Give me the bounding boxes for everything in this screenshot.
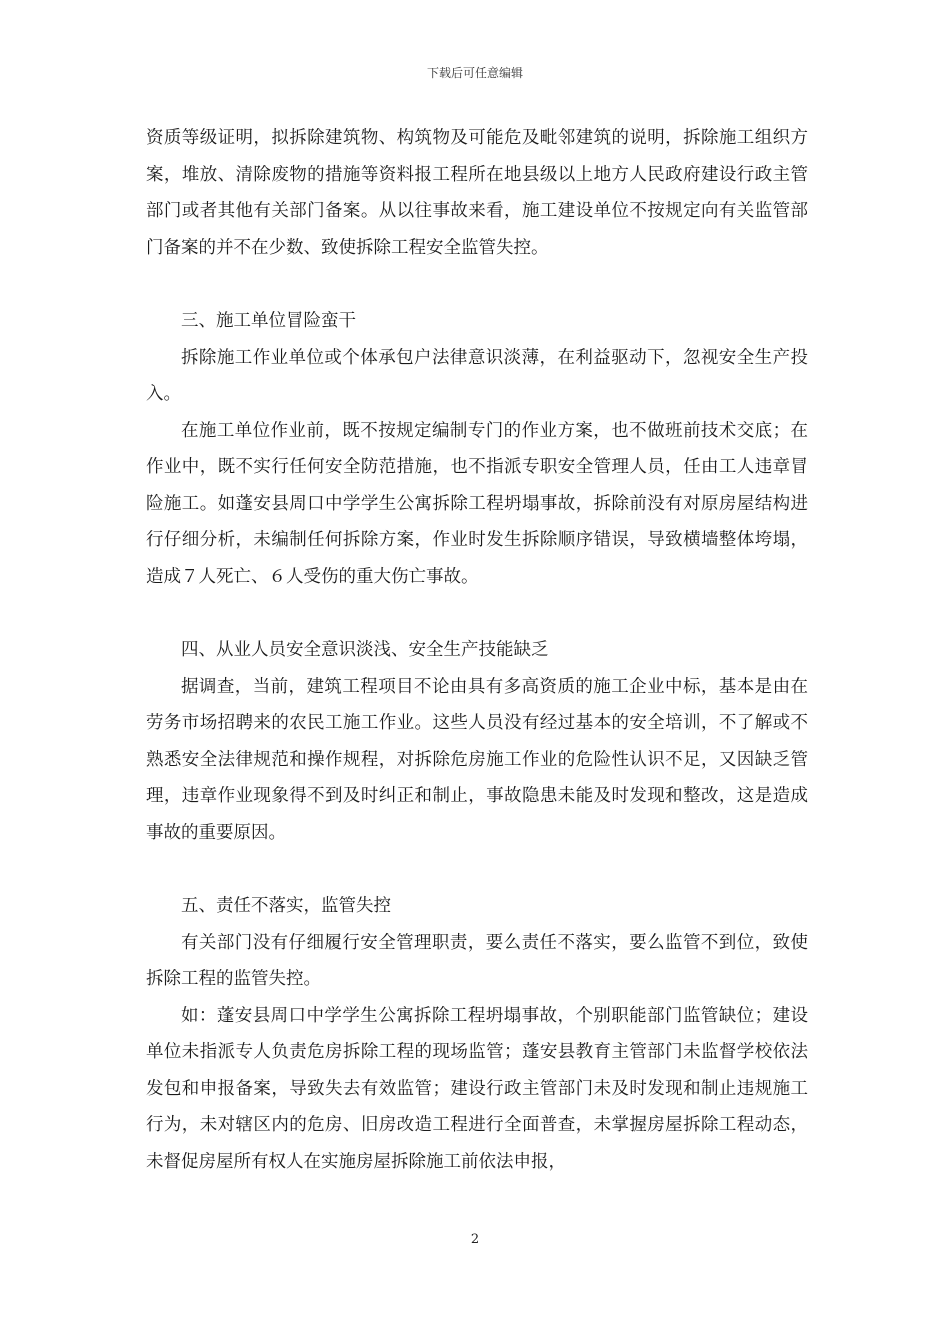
document-body bbox=[146, 120, 808, 1180]
section-heading-4: 四、从业人员安全意识淡浅、安全生产技能缺乏 bbox=[181, 640, 549, 660]
section-heading-3: 三、施工单位冒险蛮干 bbox=[181, 311, 356, 331]
page-number: 2 bbox=[470, 1232, 480, 1247]
paragraph: 据调查，当前，建筑工程项目不论由具有多高资质的施工企业中标，基本是由在劳务市场招聘来的农民工施工作业。这些人员没有经过基本的安全培训，不了解或不熟悉安全法律规范和操作规程，对拆除危房施工作业的危险性认识不足，又因缺乏管理，违章作业现象得不到及时纠正和制止，事故隐患未能及时发现和整改，这是造成事故的重要原因。 bbox=[146, 676, 808, 843]
paragraph: 如：蓬安县周口中学学生公寓拆除工程坍塌事故，个别职能部门监管缺位；建设单位未指派专人负责危房拆除工程的现场监管；蓬安县教育主管部门未监督学校依法发包和申报备案，导致失去有效监管；建设行政主管部门未及时发现和制止违规施工行为，未对辖区内的危房、旧房改造工程进行全面普查，未掌握房屋拆除工程动态，未督促房屋所有权人在实施房屋拆除施工前依法申报， bbox=[146, 1005, 808, 1172]
paragraph: 在施工单位作业前，既不按规定编制专门的作业方案，也不做班前技术交底；在作业中，既不实行任何安全防范措施，也不指派专职安全管理人员，任由工人违章冒险施工。如蓬安县周口中学学生公寓拆除工程坍塌事故，拆除前没有对原房屋结构进行仔细分析，未编制任何拆除方案，作业时发生拆除顺序错误，导致横墙整体垮塌，造成７人死亡、６人受伤的重大伤亡事故。 bbox=[146, 420, 808, 587]
page-header: 下载后可任意编辑 bbox=[426, 66, 523, 80]
paragraph-gap bbox=[146, 266, 808, 303]
paragraph: 拆除施工作业单位或个体承包户法律意识淡薄，在利益驱动下，忽视安全生产投入。 bbox=[146, 347, 808, 404]
paragraph-gap bbox=[146, 851, 808, 888]
paragraph-gap bbox=[146, 595, 808, 632]
paragraph: 有关部门没有仔细履行安全管理职责，要么责任不落实，要么监管不到位，致使拆除工程的监管失控。 bbox=[146, 932, 808, 989]
paragraph-continuation: 资质等级证明，拟拆除建筑物、构筑物及可能危及毗邻建筑的说明，拆除施工组织方案，堆放、清除废物的措施等资料报工程所在地县级以上地方人民政府建设行政主管部门或者其他有关部门备案。从以往事故来看，施工建设单位不按规定向有关监管部门备案的并不在少数、致使拆除工程安全监管失控。 bbox=[146, 128, 808, 258]
section-heading-5: 五、责任不落实，监管失控 bbox=[181, 896, 391, 916]
